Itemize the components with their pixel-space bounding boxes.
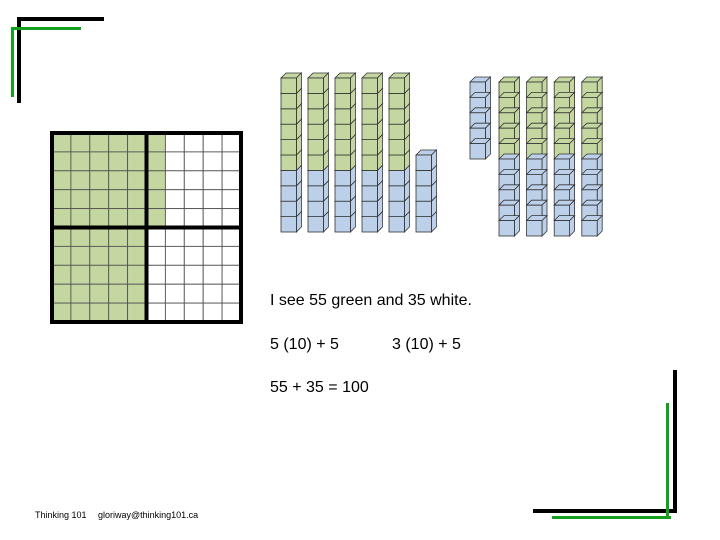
ten-rod-cube: [335, 73, 355, 93]
footer-email: gloriway@thinking101.ca: [98, 510, 199, 520]
green-expression: 5 (10) + 5: [270, 336, 339, 353]
ten-rod-cube: [362, 73, 382, 93]
ten-rod-cube: [308, 73, 328, 93]
sum-equation: 55 + 35 = 100: [270, 379, 369, 396]
statement-text: I see 55 green and 35 white.: [270, 292, 472, 309]
ten-rod-cube: [554, 216, 574, 236]
white-expression: 3 (10) + 5: [392, 336, 461, 353]
ten-rod-cube: [281, 73, 301, 93]
ten-rod-cube: [582, 216, 602, 236]
footer-brand: Thinking 101: [35, 510, 87, 520]
ten-rod-cube: [389, 73, 409, 93]
ten-rod-cube: [499, 216, 519, 236]
one-cube: [416, 150, 436, 170]
one-cube: [470, 139, 490, 159]
ten-rod-cube: [527, 216, 547, 236]
